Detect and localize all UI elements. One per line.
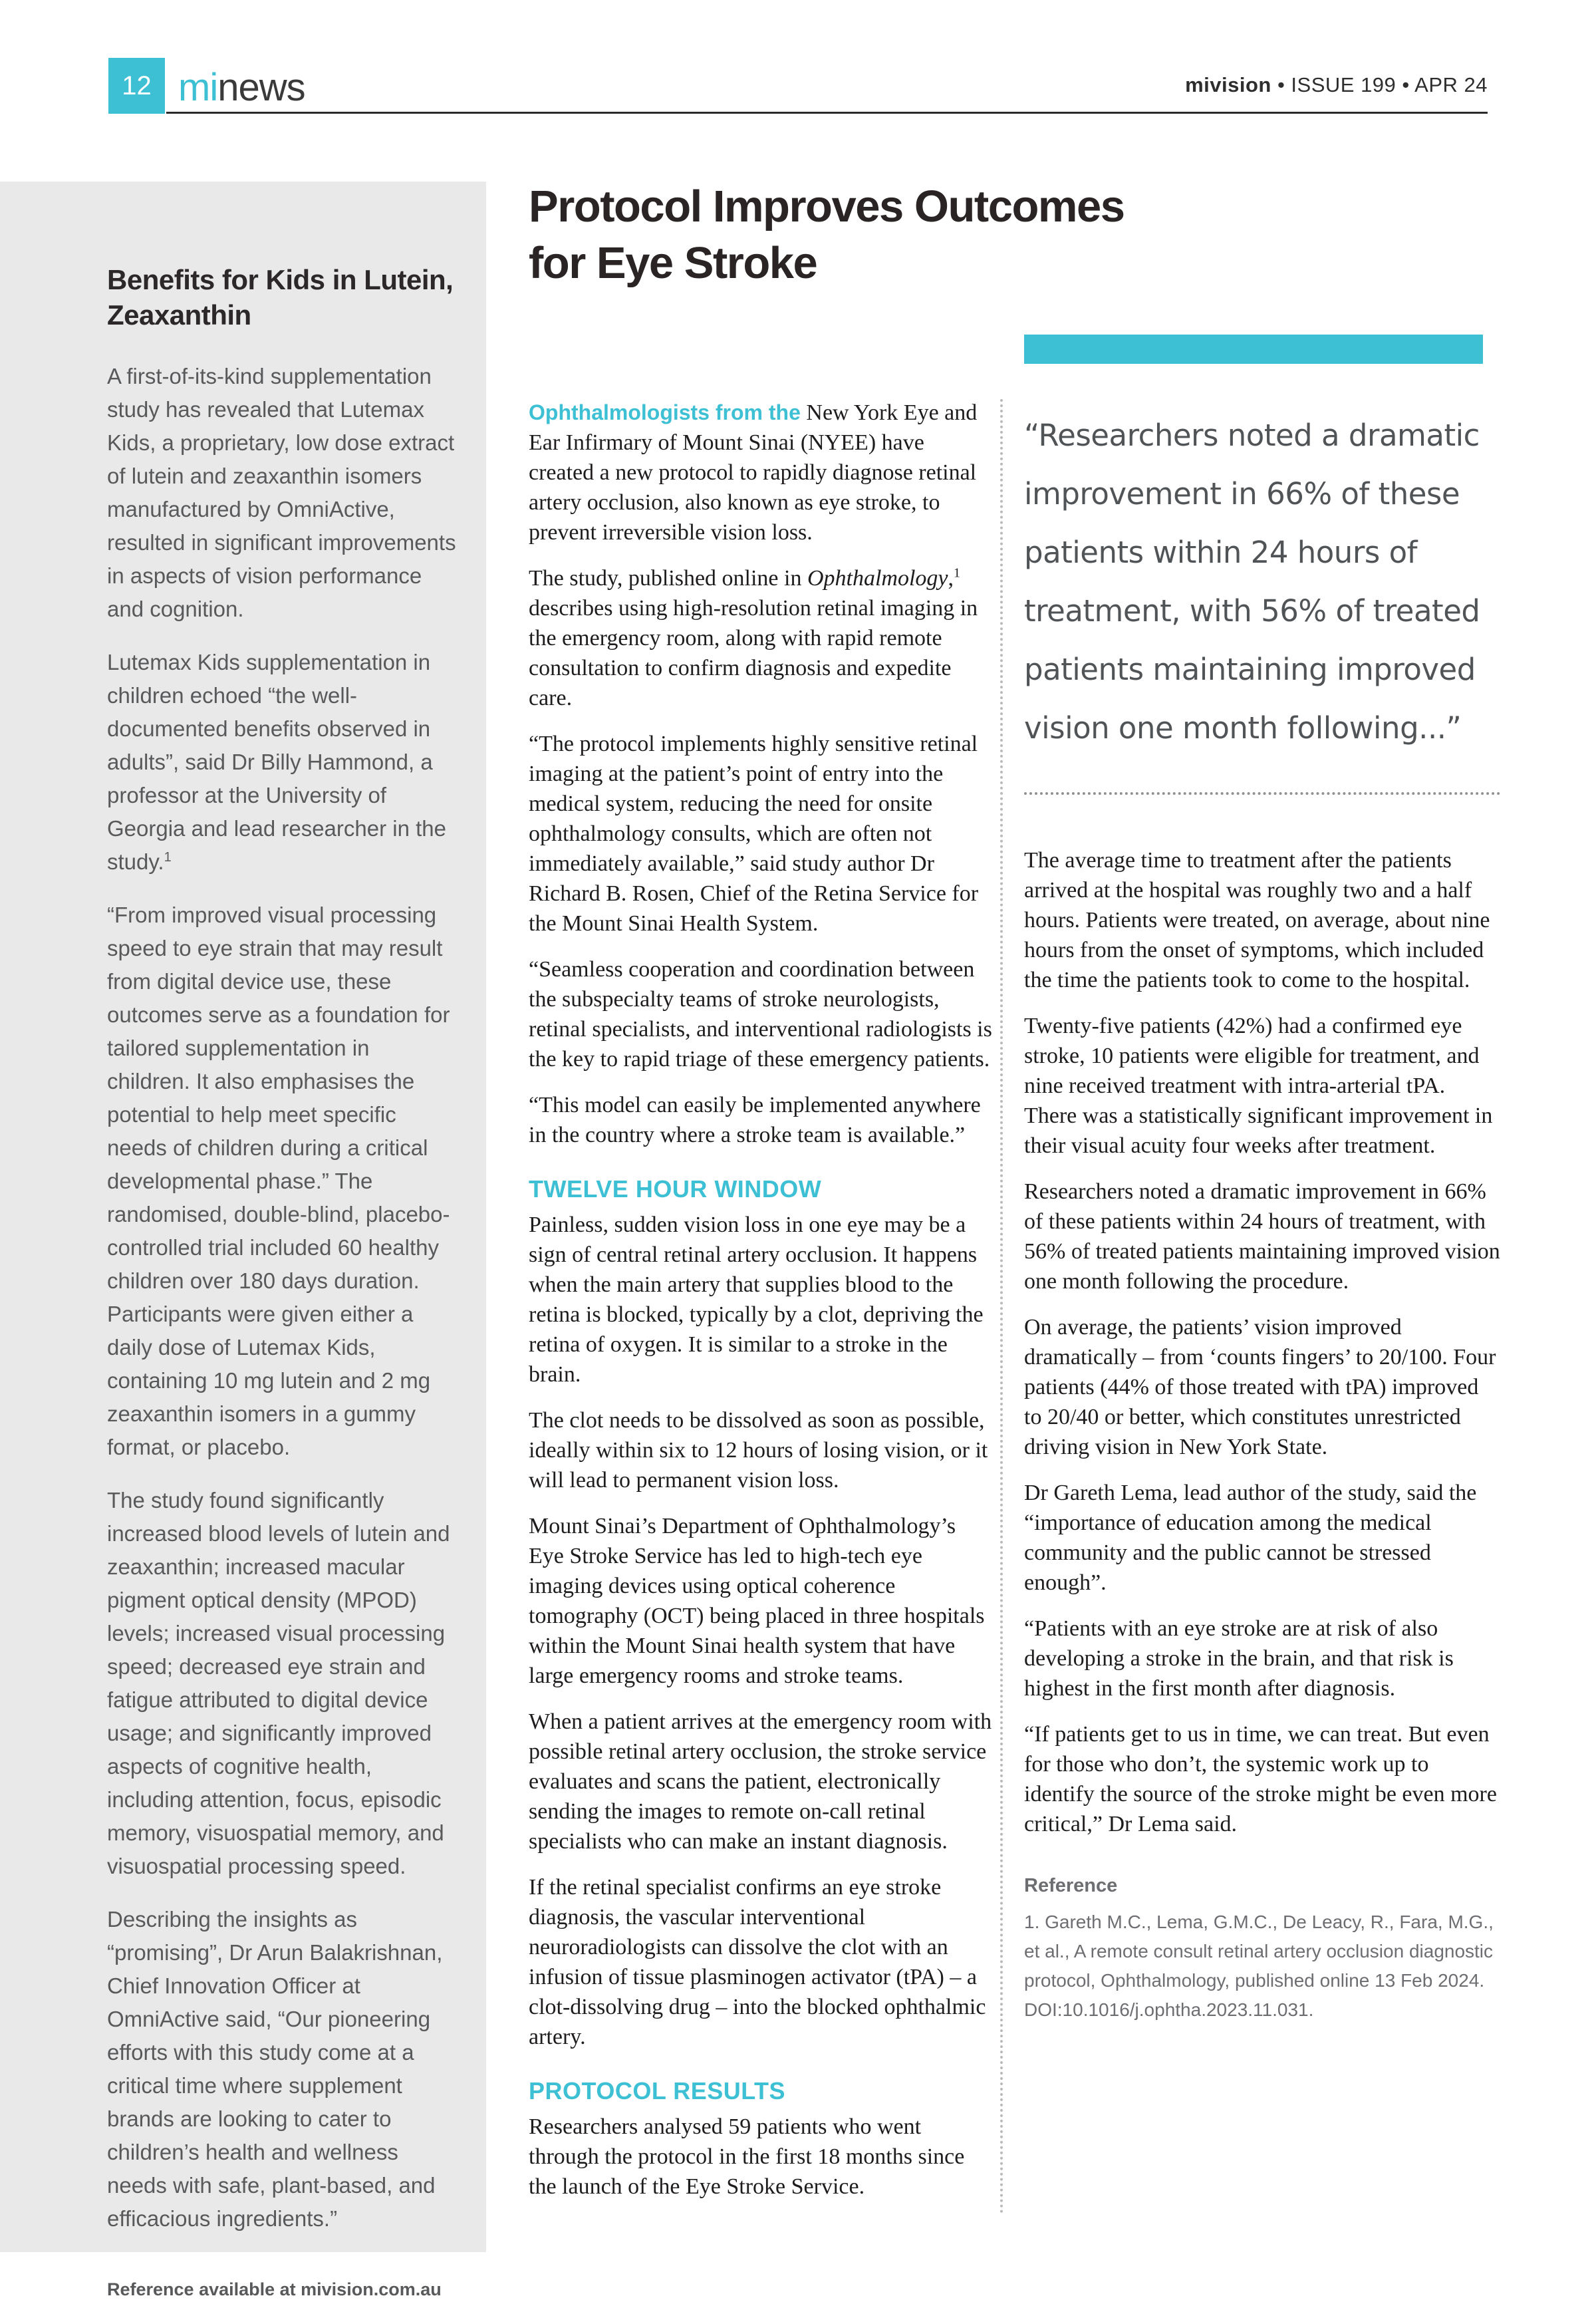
reference-heading: Reference xyxy=(1024,1875,1118,1896)
body-text: New York Eye and Ear Infirmary of Mount Sinai (NYEE) have created a new protocol to rapidly diagnose retinal artery occlusion, also known as eye stroke, to prevent irreversible vision loss. xyxy=(529,400,978,545)
sidebar-paragraph xyxy=(107,646,458,879)
section-heading-protocol-results: PROTOCOL RESULTS xyxy=(529,2077,786,2104)
article-title-line1: Protocol Improves Outcomes xyxy=(529,182,1125,231)
dotted-divider-horizontal xyxy=(1024,792,1500,795)
body-text: describes using high-resolution retinal imaging in the emergency room, along with rapid remote consultation to confirm diagnosis and expedite care. xyxy=(529,596,978,710)
body-paragraph: Researchers noted a dramatic improvement in 66% of these patients within 24 hours of treatment, with 56% of treated patients maintaining improved vision one month following the procedure. xyxy=(1024,1179,1500,1294)
pull-quote-accent-bar xyxy=(1024,335,1483,364)
brand-logo xyxy=(178,65,305,110)
journal-name: Ophthalmology xyxy=(807,566,948,591)
article-column-right xyxy=(1024,335,1500,2025)
issue-details: • ISSUE 199 • APR 24 xyxy=(1271,73,1488,96)
column-divider-vertical xyxy=(1000,399,1003,2215)
article-column-right-body xyxy=(1024,845,1500,1839)
issue-brand: mivision xyxy=(1185,73,1271,96)
sidebar-footnote: Reference available at mivision.com.au xyxy=(107,2279,442,2299)
body-paragraph: “Patients with an eye stroke are at risk of also developing a stroke in the brain, and that risk is highest in the first month after diagnosis. xyxy=(1024,1616,1454,1701)
page-number: 12 xyxy=(122,71,152,100)
sidebar-article xyxy=(0,182,486,2299)
body-paragraph: “The protocol implements highly sensitive retinal imaging at the patient’s point of entry into the medical system, reducing the need for onsite ophthalmology consults, which are often not immediately available,” said study author Dr Richard B. Rosen, Chief of the Retina Service for the Mount Sinai Health System. xyxy=(529,732,979,936)
body-paragraph: Painless, sudden vision loss in one eye may be a sign of central retinal artery occlusion. It happens when the main artery that supplies blood to the retina is blocked, typically by a clot, depriving the retina of oxygen. It is similar to a stroke in the brain. xyxy=(529,1213,984,1387)
header-rule xyxy=(166,112,1488,114)
sidebar-paragraph-text: Lutemax Kids supplementation in children echoed “the well-documented benefits observed in adults”, said Dr Billy Hammond, a professor at the University of Georgia and lead researcher in the study. xyxy=(107,649,446,874)
body-paragraph xyxy=(529,563,994,713)
body-paragraph: The average time to treatment after the patients arrived at the hospital was roughly two and a half hours. Patients were treated, on average, about nine hours from the onset of symptoms, which included the time the patients took to come to the hospital. xyxy=(1024,848,1490,992)
body-paragraph: The clot needs to be dissolved as soon as possible, ideally within six to 12 hours of losing vision, or it will lead to permanent vision loss. xyxy=(529,1408,988,1493)
section-heading-twelve-hour-window: TWELVE HOUR WINDOW xyxy=(529,1175,822,1203)
body-paragraph xyxy=(529,398,994,547)
body-paragraph: “Seamless cooperation and coordination between the subspecialty teams of stroke neurologists, retinal specialists, and interventional radiologists is the key to rapid triage of these emergency patients. xyxy=(529,957,992,1072)
sidebar-paragraph: “From improved visual processing speed to eye strain that may result from digital device use, these outcomes serve as a foundation for tailored supplementation in children. It also emphasises the potential to help meet specific needs of children during a critical developmental phase.” The randomised, double-blind, placebo-controlled trial included 60 healthy children over 180 days duration. Participants were given either a daily dose of Lutemax Kids, containing 10 mg lutein and 2 mg zeaxanthin isomers in a gummy format, or placebo. xyxy=(107,902,450,1459)
sidebar-paragraph: The study found significantly increased blood levels of lutein and zeaxanthin; increased macular pigment optical density (MPOD) levels; increased visual processing speed; decreased eye strain and fatigue attributed to digital device usage; and significantly improved aspects of cognitive health, including attention, focus, episodic memory, visuospatial memory, and visuospatial processing speed. xyxy=(107,1487,450,1878)
article-title xyxy=(529,178,1260,291)
body-paragraph: If the retinal specialist confirms an eye stroke diagnosis, the vascular interventional neuroradiologists can dissolve the clot with an infusion of tissue plasminogen activator (tPA) – a clot-dissolving drug – into the blocked ophthalmic artery. xyxy=(529,1875,986,2049)
article-title-line2: for Eye Stroke xyxy=(529,238,817,289)
article-lead-in: Ophthalmologists from the xyxy=(529,400,801,424)
body-paragraph: Twenty-five patients (42%) had a confirmed eye stroke, 10 patients were eligible for treatment, and nine received treatment with intra-arterial tPA. There was a statistically significant improvement in their visual acuity four weeks after treatment. xyxy=(1024,1014,1493,1158)
pull-quote: “Researchers noted a dramatic improvement in 66% of these patients within 24 hours of treatment, with 56% of treated patients maintaining improved vision one month following...” xyxy=(1024,418,1480,746)
body-paragraph: Researchers analysed 59 patients who went through the protocol in the first 18 months since the launch of the Eye Stroke Service. xyxy=(529,2114,965,2199)
sidebar-paragraph: Describing the insights as “promising”, Dr Arun Balakrishnan, Chief Innovation Officer at OmniActive said, “Our pioneering efforts with this study come at a critical time where supplement brands are looking to cater to children’s health and wellness needs with safe, plant-based, and efficacious ingredients.” xyxy=(107,1906,443,2231)
issue-info xyxy=(1185,73,1488,97)
body-text: , xyxy=(948,566,954,591)
footnote-marker: 1 xyxy=(164,849,172,865)
body-paragraph: When a patient arrives at the emergency room with possible retinal artery occlusion, the stroke service evaluates and scans the patient, electronically sending the images to remote on-call retinal specialists who can make an instant diagnosis. xyxy=(529,1709,992,1854)
page-number-badge xyxy=(108,58,165,114)
body-paragraph: Mount Sinai’s Department of Ophthalmology’s Eye Stroke Service has led to high-tech eye imaging devices using optical coherence tomography (OCT) being placed in three hospitals within the Mount Sinai health system that have large emergency rooms and stroke teams. xyxy=(529,1514,985,1688)
body-paragraph: Dr Gareth Lema, lead author of the study, said the “importance of education among the medical community and the public cannot be stressed enough”. xyxy=(1024,1481,1477,1595)
sidebar-paragraph: A first-of-its-kind supplementation study has revealed that Lutemax Kids, a proprietary, low dose extract of lutein and zeaxanthin isomers manufactured by OmniActive, resulted in significant improvements in aspects of vision performance and cognition. xyxy=(107,363,456,621)
footnote-marker: 1 xyxy=(954,565,961,581)
brand-logo-mi: mi xyxy=(178,66,218,109)
article-column-left xyxy=(529,398,994,2218)
body-paragraph: On average, the patients’ vision improved dramatically – from ‘counts fingers’ to 20/100. Four patients (44% of those treated with tPA) improved to 20/40 or better, which constitutes unrestricted driving vision in New York State. xyxy=(1024,1315,1496,1459)
reference-text: 1. Gareth M.C., Lema, G.M.C., De Leacy, R., Fara, M.G., et al., A remote consult retinal artery occlusion diagnostic protocol, Ophthalmology, published online 13 Feb 2024. DOI:10.1016/j.ophtha.2023.11.031. xyxy=(1024,1912,1494,2020)
body-text: The study, published online in xyxy=(529,566,807,591)
sidebar-title: Benefits for Kids in Lutein, Zeaxanthin xyxy=(107,264,454,331)
brand-logo-news: news xyxy=(217,66,305,109)
body-paragraph: “This model can easily be implemented anywhere in the country where a stroke team is available.” xyxy=(529,1093,981,1147)
body-paragraph: “If patients get to us in time, we can treat. But even for those who don’t, the systemic work up to identify the source of the stroke might be even more critical,” Dr Lema said. xyxy=(1024,1722,1497,1836)
